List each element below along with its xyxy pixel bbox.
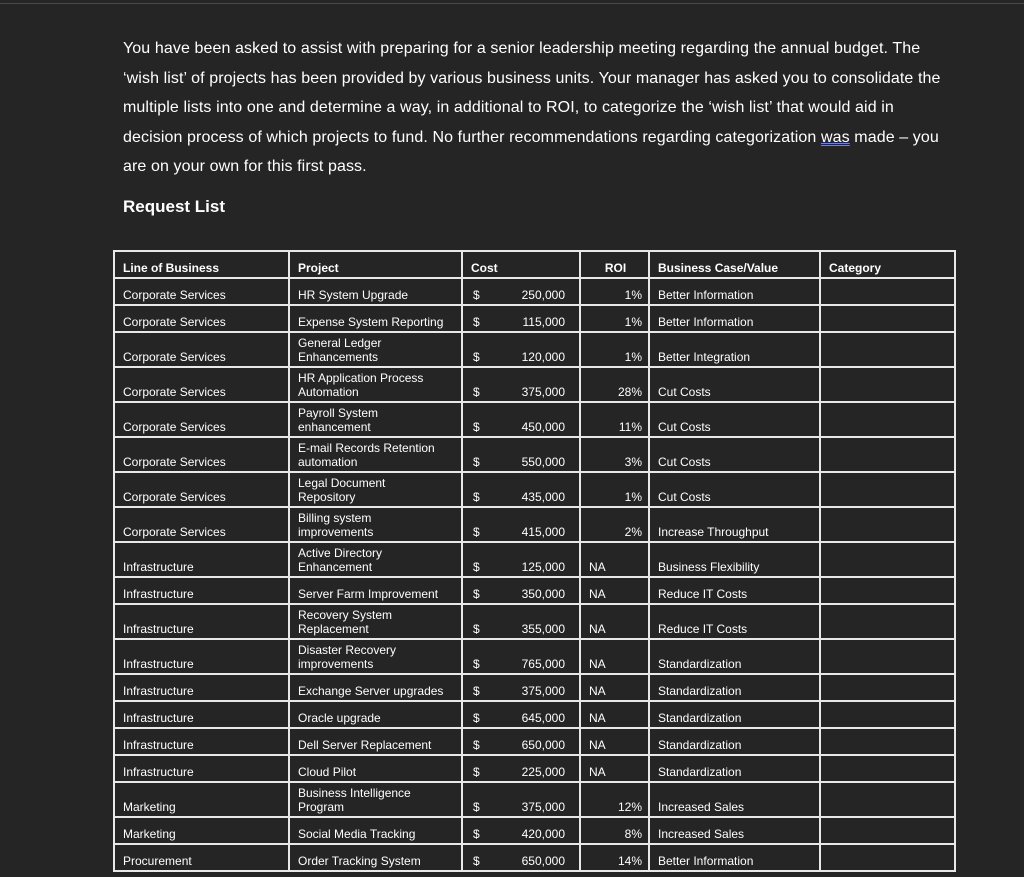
cell-roi: NA [580,604,649,639]
project-line-2: improvements [298,525,374,539]
cell-line-of-business: Infrastructure [114,639,289,674]
table-row [114,332,955,367]
cell-business-case: Increased Sales [649,817,820,844]
cell-business-case: Increase Throughput [649,507,820,542]
cell-roi: NA [580,701,649,728]
cell-category[interactable] [820,604,955,639]
cell-cost [462,674,580,701]
cell-line-of-business: Infrastructure [114,701,289,728]
currency-symbol: $ [473,800,480,814]
table-row [114,639,955,674]
cell-project [289,674,462,701]
cell-line-of-business: Marketing [114,782,289,817]
header-cost: Cost [462,251,580,278]
cell-category[interactable] [820,332,955,367]
intro-text-was: was [820,128,850,146]
cell-roi: 12% [580,782,649,817]
cell-line-of-business: Corporate Services [114,402,289,437]
cell-category[interactable] [820,305,955,332]
cell-cost [462,639,580,674]
header-category: Category [820,251,955,278]
project-line-1: E-mail Records Retention [298,441,435,455]
cell-business-case: Cut Costs [649,402,820,437]
cell-project [289,728,462,755]
cell-category[interactable] [820,755,955,782]
cell-business-case: Better Information [649,305,820,332]
table-row [114,507,955,542]
cell-roi: NA [580,728,649,755]
table-row [114,701,955,728]
cell-category[interactable] [820,674,955,701]
table-row [114,728,955,755]
table-row [114,278,955,305]
cell-line-of-business: Corporate Services [114,367,289,402]
project-line-1: HR System Upgrade [298,288,409,302]
currency-symbol: $ [473,738,480,752]
cell-project [289,278,462,305]
cell-line-of-business: Infrastructure [114,577,289,604]
cell-business-case: Standardization [649,701,820,728]
cell-line-of-business: Infrastructure [114,755,289,782]
currency-symbol: $ [473,385,480,399]
cell-line-of-business: Corporate Services [114,507,289,542]
cell-project [289,437,462,472]
project-line-1: Disaster Recovery [298,643,397,657]
cell-business-case: Cut Costs [649,367,820,402]
cell-roi: 8% [580,817,649,844]
cell-cost [462,367,580,402]
table-row [114,402,955,437]
cost-amount: 120,000 [521,350,565,364]
project-line-1: Social Media Tracking [298,827,416,841]
top-divider [0,3,1024,4]
cell-cost [462,728,580,755]
cell-project [289,472,462,507]
cell-roi: 1% [580,472,649,507]
cell-category[interactable] [820,817,955,844]
currency-symbol: $ [473,657,480,671]
cell-business-case: Cut Costs [649,472,820,507]
project-line-1: General Ledger [298,336,382,350]
cell-project [289,817,462,844]
cell-cost [462,472,580,507]
cost-amount: 125,000 [521,560,565,574]
project-line-1: Legal Document [298,476,386,490]
currency-symbol: $ [473,288,480,302]
table-row [114,367,955,402]
table-row [114,674,955,701]
cell-cost [462,844,580,871]
currency-symbol: $ [473,827,480,841]
table-row [114,782,955,817]
cost-amount: 355,000 [521,622,565,636]
project-line-1: Order Tracking System [298,854,421,868]
cost-amount: 450,000 [521,420,565,434]
cell-business-case: Increased Sales [649,782,820,817]
intro-text-1: You have been asked to assist with preparing for a senior leadership meeting regarding the annual budget. The ‘wish list’ of projects has been provided by various business units. Your manager has asked you to consolidate the multiple lists into one and determine a way, in additional to ROI, to categorize the ‘wish list’ that would aid in decision process of which projects to fund. No further recommendations regarding categorization [123,40,941,146]
cell-cost [462,604,580,639]
cell-roi: 11% [580,402,649,437]
header-roi: ROI [580,251,649,278]
currency-symbol: $ [473,315,480,329]
cell-project [289,844,462,871]
cell-cost [462,755,580,782]
currency-symbol: $ [473,622,480,636]
project-line-2: improvements [298,657,374,671]
cell-category[interactable] [820,402,955,437]
cell-project [289,604,462,639]
currency-symbol: $ [473,490,480,504]
project-line-1: HR Application Process [298,371,424,385]
cell-line-of-business: Corporate Services [114,332,289,367]
request-table [113,250,956,872]
table-row [114,755,955,782]
project-line-1: Oracle upgrade [298,711,381,725]
cell-business-case: Standardization [649,639,820,674]
table-row [114,437,955,472]
cell-cost [462,507,580,542]
project-line-2: Replacement [298,622,369,636]
cell-project [289,782,462,817]
cost-amount: 650,000 [521,738,565,752]
cell-roi: NA [580,674,649,701]
cost-amount: 350,000 [521,587,565,601]
currency-symbol: $ [473,711,480,725]
cell-category[interactable] [820,472,955,507]
header-line-of-business: Line of Business [114,251,289,278]
cell-business-case: Cut Costs [649,437,820,472]
table-row [114,542,955,577]
project-line-1: Payroll System [298,406,379,420]
cell-roi: 14% [580,844,649,871]
cell-category[interactable] [820,639,955,674]
cell-project [289,305,462,332]
cost-amount: 415,000 [521,525,565,539]
cell-roi: NA [580,755,649,782]
cell-category[interactable] [820,701,955,728]
cost-amount: 435,000 [521,490,565,504]
cell-line-of-business: Corporate Services [114,437,289,472]
cell-project [289,332,462,367]
project-line-1: Active Directory [298,546,383,560]
cell-business-case: Reduce IT Costs [649,577,820,604]
project-line-2: enhancement [298,420,371,434]
project-line-1: Billing system [298,511,372,525]
currency-symbol: $ [473,525,480,539]
table-row [114,817,955,844]
cell-line-of-business: Procurement [114,844,289,871]
cell-business-case: Better Information [649,844,820,871]
cost-amount: 420,000 [521,827,565,841]
cell-roi: NA [580,542,649,577]
cell-cost [462,402,580,437]
cell-project [289,542,462,577]
cost-amount: 375,000 [521,385,565,399]
cell-roi: 1% [580,332,649,367]
project-line-2: Automation [298,385,359,399]
currency-symbol: $ [473,560,480,574]
cell-business-case: Better Integration [649,332,820,367]
project-line-1: Cloud Pilot [298,765,357,779]
cell-line-of-business: Infrastructure [114,728,289,755]
cell-business-case: Business Flexibility [649,542,820,577]
table-header-row [114,251,955,278]
currency-symbol: $ [473,350,480,364]
table-row [114,472,955,507]
cell-project [289,402,462,437]
currency-symbol: $ [473,854,480,868]
cell-category[interactable] [820,278,955,305]
header-business-case: Business Case/Value [649,251,820,278]
cell-cost [462,701,580,728]
cell-business-case: Standardization [649,755,820,782]
header-project: Project [289,251,462,278]
currency-symbol: $ [473,684,480,698]
cell-cost [462,305,580,332]
cell-roi: 28% [580,367,649,402]
cell-cost [462,577,580,604]
cell-roi: 3% [580,437,649,472]
cell-category[interactable] [820,367,955,402]
cell-roi: NA [580,577,649,604]
cell-line-of-business: Marketing [114,817,289,844]
intro-paragraph [123,34,953,182]
cost-amount: 250,000 [521,288,565,302]
cell-project [289,367,462,402]
cost-amount: 225,000 [521,765,565,779]
currency-symbol: $ [473,420,480,434]
currency-symbol: $ [473,587,480,601]
cell-category[interactable] [820,782,955,817]
cost-amount: 115,000 [522,315,565,329]
cell-cost [462,542,580,577]
cell-project [289,755,462,782]
cell-cost [462,332,580,367]
project-line-2: Repository [298,490,356,504]
cell-category[interactable] [820,542,955,577]
cell-category[interactable] [820,507,955,542]
project-line-2: Program [298,800,345,814]
cell-cost [462,278,580,305]
cell-business-case: Reduce IT Costs [649,604,820,639]
cell-business-case: Better Information [649,278,820,305]
project-line-1: Expense System Reporting [298,315,444,329]
cell-line-of-business: Infrastructure [114,674,289,701]
cell-cost [462,817,580,844]
table-row [114,305,955,332]
cell-project [289,507,462,542]
project-line-1: Dell Server Replacement [298,738,432,752]
table-row [114,577,955,604]
cell-roi: 2% [580,507,649,542]
project-line-2: automation [298,455,358,469]
cell-line-of-business: Corporate Services [114,278,289,305]
cell-roi: NA [580,639,649,674]
cell-project [289,577,462,604]
table-row [114,604,955,639]
project-line-2: Enhancement [298,560,373,574]
cell-category[interactable] [820,577,955,604]
cell-project [289,639,462,674]
cell-line-of-business: Corporate Services [114,305,289,332]
cost-amount: 645,000 [521,711,565,725]
project-line-2: Enhancements [298,350,379,364]
cost-amount: 650,000 [521,854,565,868]
request-list-heading: Request List [123,197,226,216]
intro-text-2: made – you are on your own for this first pass. [123,128,939,175]
cell-cost [462,437,580,472]
cell-line-of-business: Infrastructure [114,604,289,639]
project-line-1: Exchange Server upgrades [298,684,444,698]
cell-line-of-business: Infrastructure [114,542,289,577]
cost-amount: 375,000 [521,800,565,814]
cell-business-case: Standardization [649,674,820,701]
cell-roi: 1% [580,305,649,332]
cell-category[interactable] [820,437,955,472]
cell-roi: 1% [580,278,649,305]
cost-amount: 765,000 [521,657,565,671]
cell-category[interactable] [820,728,955,755]
cell-line-of-business: Corporate Services [114,472,289,507]
cell-project [289,701,462,728]
project-line-1: Server Farm Improvement [298,587,439,601]
cost-amount: 550,000 [521,455,565,469]
project-line-1: Recovery System [298,608,393,622]
currency-symbol: $ [473,455,480,469]
cost-amount: 375,000 [521,684,565,698]
table-row [114,844,955,871]
cell-category[interactable] [820,844,955,871]
currency-symbol: $ [473,765,480,779]
cell-cost [462,782,580,817]
cell-business-case: Standardization [649,728,820,755]
project-line-1: Business Intelligence [298,786,411,800]
